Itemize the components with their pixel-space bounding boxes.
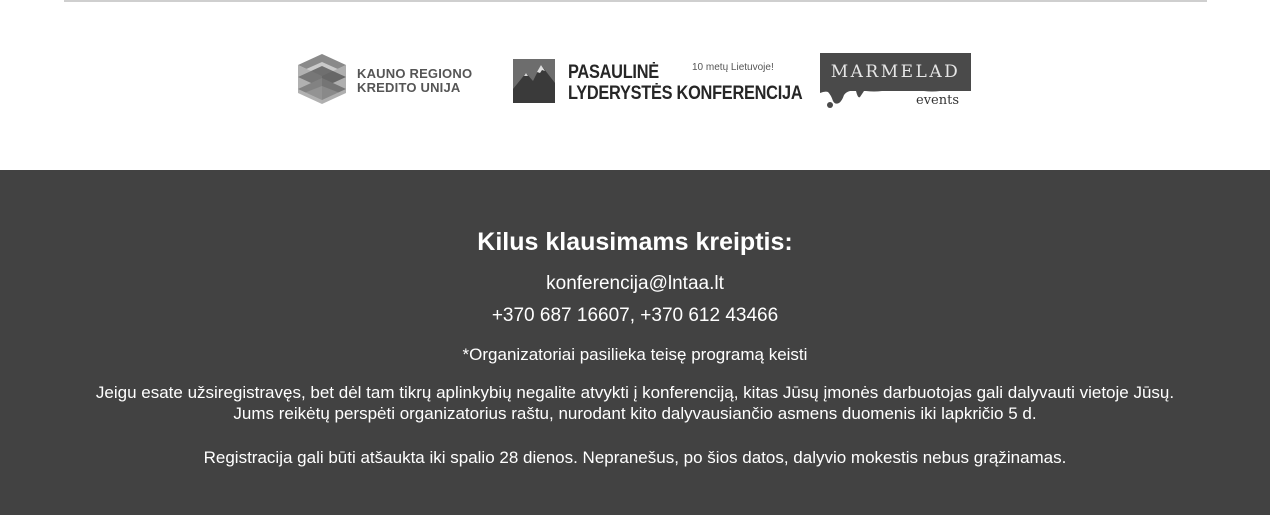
stacked-layers-icon — [298, 52, 350, 108]
sponsor-logo-marmelad-events[interactable] — [820, 53, 972, 111]
contact-footer — [0, 170, 1270, 515]
cancellation-policy-text: Registracija gali būti atšaukta iki spalio 28 dienos. Nepranešus, po šios datos, dalyvio mokestis nebus grąžinamas. — [203, 448, 1067, 467]
plk-logo-note: 10 metų Lietuvoje! — [692, 62, 774, 73]
plk-logo-line2: LYDERYSTĖS KONFERENCIJA — [568, 83, 803, 104]
email-link[interactable]: konferencija@lntaa.lt — [546, 273, 724, 294]
plk-logo-line1: PASAULINĖ — [568, 62, 659, 83]
sponsors-section — [0, 0, 1270, 170]
contact-heading: Kilus klausimams kreiptis: — [477, 228, 793, 256]
kaunas-logo-line2: KREDITO UNIJA — [357, 80, 461, 95]
kaunas-logo-line1: KAUNO REGIONO — [357, 66, 473, 81]
sponsor-logo-kauno-kredito-unija[interactable] — [298, 52, 478, 108]
replacement-policy-text: Jeigu esate užsiregistravęs, bet dėl tam tikrų aplinkybių negalite atvykti į konferenciją, kitas Jūsų įmonės darbuotojas gali dalyvauti vietoje Jūsų. Jums reikėtų perspėti organizatorius raštu, nurodant kito dalyvausiančio asmens duomenis iki lapkričio 5 d. — [95, 383, 1175, 423]
marmelad-logo-sub: events — [916, 93, 959, 108]
sponsor-logo-pasauline-lyderystes-konferencija[interactable] — [513, 58, 803, 106]
contact-phones: +370 687 16607, +370 612 43466 — [491, 305, 779, 326]
program-change-note: *Organizatoriai pasilieka teisę programą keisti — [462, 345, 808, 364]
marmelad-logo-name: MARMELAD — [820, 53, 971, 91]
contact-email-link[interactable] — [0, 273, 1270, 295]
top-divider — [64, 0, 1207, 2]
mountain-icon — [513, 59, 555, 103]
